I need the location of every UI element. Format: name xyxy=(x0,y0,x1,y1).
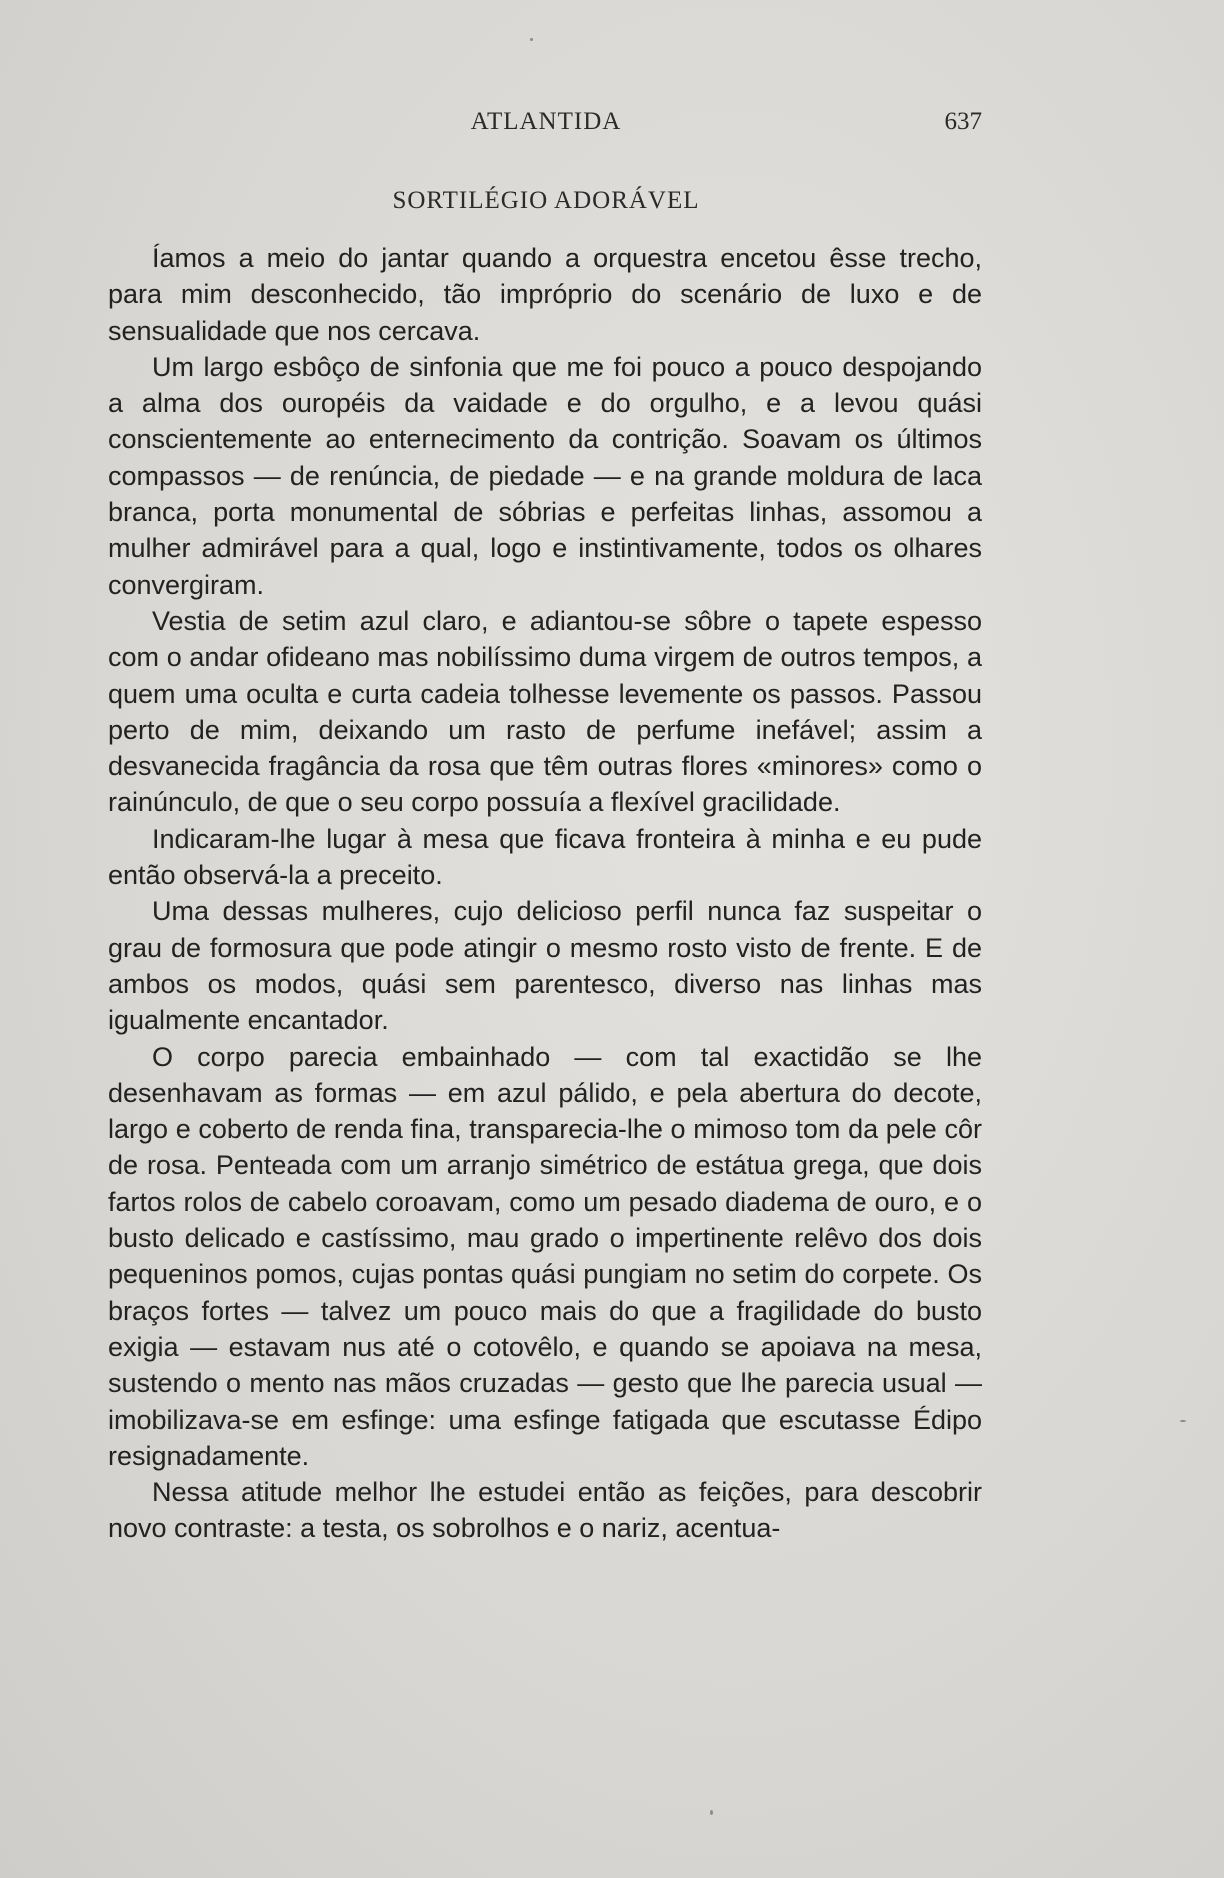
paper-speck xyxy=(710,1810,713,1815)
section-title: SORTILÉGIO ADORÁVEL xyxy=(392,187,700,214)
paper-speck xyxy=(1180,1420,1186,1422)
paragraph: Um largo esbôço de sinfonia que me foi pouco a pouco despojando a alma dos ouropéis da vaidade e do orgulho, e a levou quási conscientemente ao enternecimento da contrição. Soavam os últimos compassos — de renúncia, de piedade — e na grande moldura de laca branca, porta monumental de sóbrias e perfeitas linhas, assomou a mulher admirável para a qual, logo e instintivamente, todos os olhares convergiram. xyxy=(108,351,982,600)
paragraph: Vestia de setim azul claro, e adiantou-se sôbre o tapete espesso com o andar ofideano mas nobilíssimo duma virgem de outros tempos, a quem uma oculta e curta cadeia tolhesse levemente os passos. Passou perto de mim, deixando um rasto de perfume inefável; assim a desvanecida fragância da rosa que têm outras flores «minores» como o rainúnculo, de que o seu corpo possuía a flexível gracilidade. xyxy=(108,605,982,818)
paragraph: Nessa atitude melhor lhe estudei então as feições, para descobrir novo contraste: a testa, os sobrolhos e o nariz, acentua- xyxy=(108,1477,982,1544)
page-number: 637 xyxy=(944,108,982,135)
paragraph: Indicaram-lhe lugar à mesa que ficava fronteira à minha e eu pude então observá-la a preceito. xyxy=(108,823,982,891)
paragraph: Íamos a meio do jantar quando a orquestra encetou êsse trecho, para mim desconhecido, tão impróprio do scenário de luxo e de sensualidade que nos cercava. xyxy=(108,243,982,346)
body-text xyxy=(108,240,982,1547)
paragraph: Uma dessas mulheres, cujo delicioso perfil nunca faz suspeitar o grau de formosura que pode atingir o mesmo rosto visto de frente. E de ambos os modos, quási sem parentesco, diverso nas linhas mas igualmente encantador. xyxy=(108,896,982,1036)
running-title: ATLANTIDA xyxy=(470,108,622,135)
paper-speck xyxy=(530,38,533,41)
paragraph: O corpo parecia embainhado — com tal exactidão se lhe desenhavam as formas — em azul pálido, e pela abertura do decote, largo e coberto de renda fina, transparecia-lhe o mimoso tom da pele côr de rosa. Penteada com um arranjo simétrico de estátua grega, que dois fartos rolos de cabelo coroavam, como um pesado diadema de ouro, e o busto delicado e castíssimo, mau grado o impertinente relêvo dos dois pequeninos pomos, cujas pontas quási pungiam no setim do corpete. Os braços fortes — talvez um pouco mais do que a fragilidade do busto exigia — estavam nus até o cotovêlo, e quando se apoiava na mesa, sustendo o mento nas mãos cruzadas — gesto que lhe parecia usual — imobilizava-se em esfinge: uma esfinge fatigada que escutasse Édipo resignadamente. xyxy=(108,1041,982,1471)
page-header xyxy=(110,108,982,138)
